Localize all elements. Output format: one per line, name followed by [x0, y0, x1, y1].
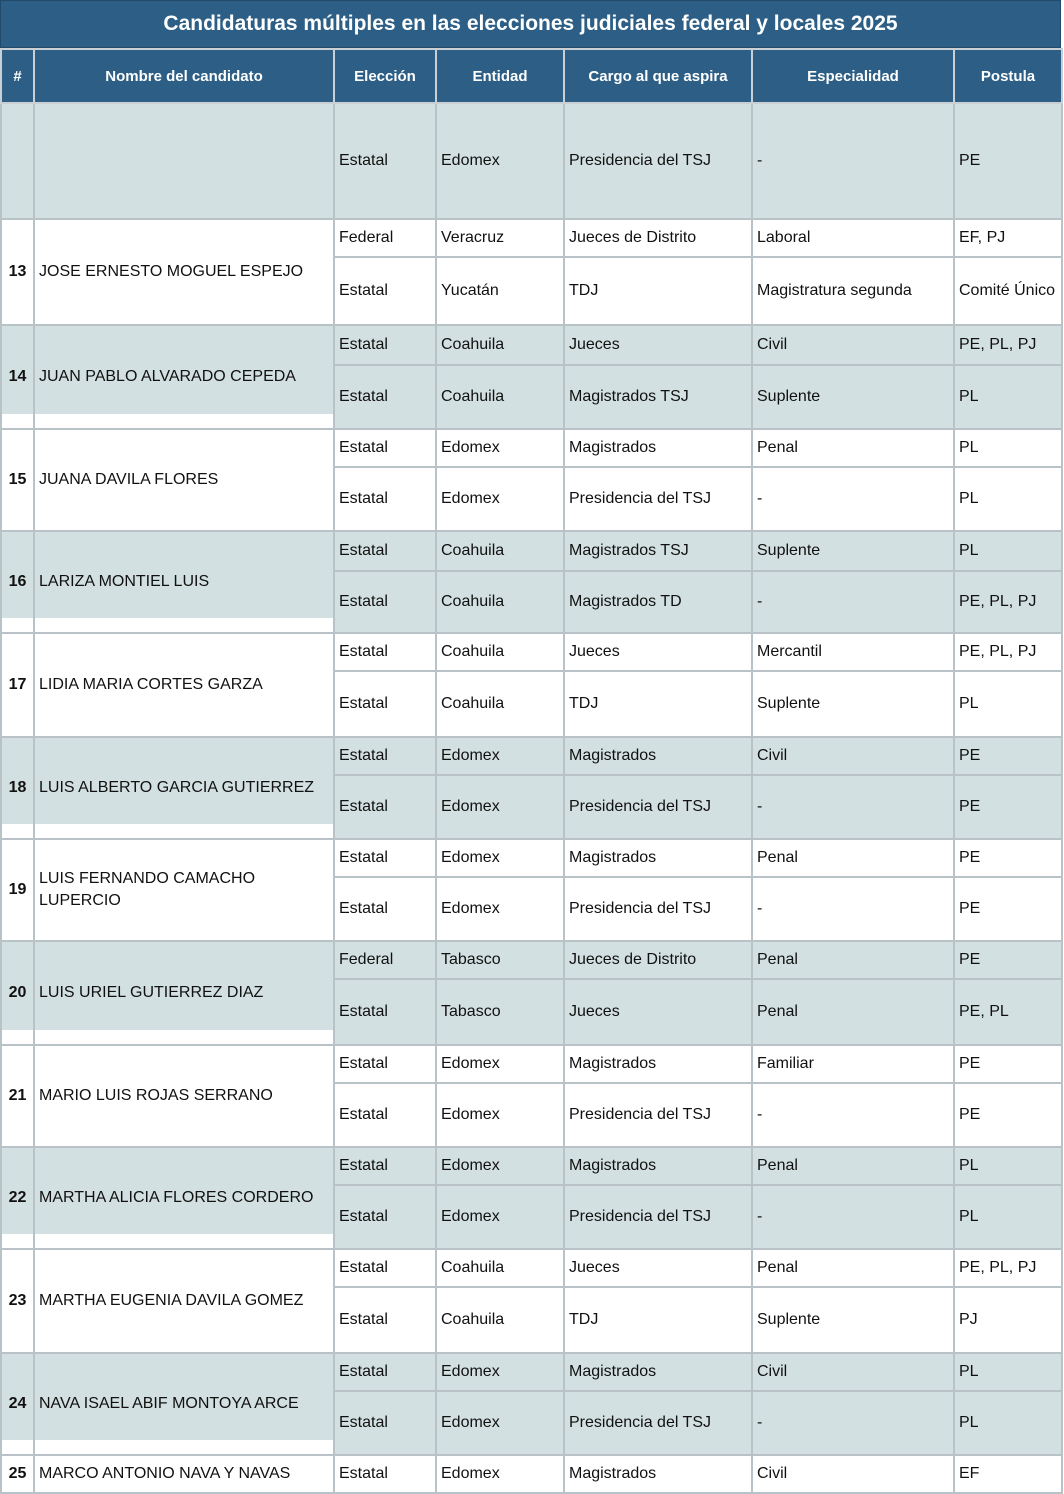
cell-cargo: Magistrados — [564, 839, 752, 877]
cell-postula: PL — [954, 429, 1062, 467]
cell-especialidad: Familiar — [752, 1045, 954, 1083]
cell-especialidad: Penal — [752, 839, 954, 877]
cell-entidad: Edomex — [436, 1083, 564, 1147]
table-row — [1, 1353, 1062, 1391]
cell-cargo: Presidencia del TSJ — [564, 467, 752, 531]
table-row — [1, 325, 1062, 365]
table-row — [1, 429, 1062, 467]
cell-eleccion: Estatal — [334, 839, 436, 877]
row-number: 17 — [1, 633, 34, 737]
table-row — [1, 103, 1062, 219]
header-row — [1, 49, 1062, 103]
cell-especialidad: Suplente — [752, 531, 954, 571]
cell-eleccion: Federal — [334, 941, 436, 979]
cell-cargo: Magistrados — [564, 1045, 752, 1083]
row-number: 14 — [1, 325, 34, 429]
row-number: 19 — [1, 839, 34, 941]
cell-entidad: Edomex — [436, 775, 564, 839]
candidate-name: LARIZA MONTIEL LUIS — [34, 531, 334, 633]
cell-entidad: Tabasco — [436, 979, 564, 1045]
row-number: 13 — [1, 219, 34, 325]
candidate-name: MARIO LUIS ROJAS SERRANO — [34, 1045, 334, 1147]
cell-postula: PJ — [954, 1287, 1062, 1353]
cell-eleccion: Estatal — [334, 103, 436, 219]
candidate-name: LIDIA MARIA CORTES GARZA — [34, 633, 334, 737]
cell-eleccion: Estatal — [334, 1391, 436, 1455]
cell-entidad: Coahuila — [436, 571, 564, 633]
cell-especialidad: Magistratura segunda — [752, 257, 954, 325]
cell-cargo: Presidencia del TSJ — [564, 103, 752, 219]
candidate-name: JUAN PABLO ALVARADO CEPEDA — [34, 325, 334, 429]
cell-especialidad: Penal — [752, 1147, 954, 1185]
row-number: 18 — [1, 737, 34, 839]
cell-eleccion: Estatal — [334, 467, 436, 531]
cell-especialidad: - — [752, 1083, 954, 1147]
table-row — [1, 219, 1062, 257]
cell-especialidad: Mercantil — [752, 633, 954, 671]
cell-especialidad: - — [752, 467, 954, 531]
table-row — [1, 941, 1062, 979]
table-row — [1, 1249, 1062, 1287]
candidate-name: LUIS ALBERTO GARCIA GUTIERREZ — [34, 737, 334, 839]
cell-postula: PE, PL — [954, 979, 1062, 1045]
cell-cargo: Jueces — [564, 1249, 752, 1287]
cell-entidad: Tabasco — [436, 941, 564, 979]
cell-postula: PL — [954, 531, 1062, 571]
cell-entidad: Edomex — [436, 467, 564, 531]
candidate-name: LUIS FERNANDO CAMACHO LUPERCIO — [34, 839, 334, 941]
cell-eleccion: Estatal — [334, 775, 436, 839]
candidate-name: MARTHA ALICIA FLORES CORDERO — [34, 1147, 334, 1249]
cell-eleccion: Estatal — [334, 365, 436, 429]
cell-entidad: Edomex — [436, 1353, 564, 1391]
cell-entidad: Coahuila — [436, 633, 564, 671]
cell-especialidad: Penal — [752, 941, 954, 979]
cell-postula: PE — [954, 1083, 1062, 1147]
row-number — [1, 103, 34, 219]
cell-eleccion: Estatal — [334, 1185, 436, 1249]
row-number: 22 — [1, 1147, 34, 1249]
cell-entidad: Coahuila — [436, 531, 564, 571]
cell-entidad: Edomex — [436, 1185, 564, 1249]
table-row — [1, 531, 1062, 571]
cell-postula: PL — [954, 365, 1062, 429]
cell-postula: EF — [954, 1455, 1062, 1493]
cell-postula: PE — [954, 103, 1062, 219]
cell-especialidad: - — [752, 877, 954, 941]
cell-especialidad: Suplente — [752, 671, 954, 737]
cell-cargo: Presidencia del TSJ — [564, 775, 752, 839]
cell-eleccion: Estatal — [334, 1249, 436, 1287]
cell-especialidad: Suplente — [752, 365, 954, 429]
cell-eleccion: Estatal — [334, 257, 436, 325]
cell-especialidad: - — [752, 1391, 954, 1455]
cell-especialidad: Civil — [752, 1353, 954, 1391]
cell-eleccion: Estatal — [334, 979, 436, 1045]
header-nombre: Nombre del candidato — [34, 49, 334, 103]
header-postula: Postula — [954, 49, 1062, 103]
candidate-name: MARTHA EUGENIA DAVILA GOMEZ — [34, 1249, 334, 1353]
candidate-name: JOSE ERNESTO MOGUEL ESPEJO — [34, 219, 334, 325]
table-body — [1, 103, 1062, 1493]
cell-eleccion: Estatal — [334, 633, 436, 671]
header-especialidad: Especialidad — [752, 49, 954, 103]
table-row — [1, 1045, 1062, 1083]
cell-postula: PL — [954, 1353, 1062, 1391]
row-number: 24 — [1, 1353, 34, 1455]
header-cargo: Cargo al que aspira — [564, 49, 752, 103]
cell-eleccion: Estatal — [334, 325, 436, 365]
cell-cargo: TDJ — [564, 257, 752, 325]
cell-postula: PE, PL, PJ — [954, 325, 1062, 365]
cell-postula: PE, PL, PJ — [954, 633, 1062, 671]
cell-entidad: Edomex — [436, 103, 564, 219]
header-eleccion: Elección — [334, 49, 436, 103]
cell-cargo: Magistrados TD — [564, 571, 752, 633]
cell-cargo: TDJ — [564, 1287, 752, 1353]
cell-entidad: Veracruz — [436, 219, 564, 257]
cell-especialidad: Penal — [752, 979, 954, 1045]
cell-especialidad: Suplente — [752, 1287, 954, 1353]
cell-eleccion: Federal — [334, 219, 436, 257]
cell-eleccion: Estatal — [334, 571, 436, 633]
cell-especialidad: - — [752, 1185, 954, 1249]
cell-entidad: Coahuila — [436, 1249, 564, 1287]
cell-entidad: Edomex — [436, 429, 564, 467]
cell-eleccion: Estatal — [334, 671, 436, 737]
candidate-name: LUIS URIEL GUTIERREZ DIAZ — [34, 941, 334, 1045]
cell-cargo: Magistrados — [564, 1147, 752, 1185]
row-number: 21 — [1, 1045, 34, 1147]
cell-postula: PE — [954, 877, 1062, 941]
cell-cargo: Magistrados TSJ — [564, 531, 752, 571]
row-number: 16 — [1, 531, 34, 633]
cell-postula: PE — [954, 839, 1062, 877]
cell-eleccion: Estatal — [334, 877, 436, 941]
header-entidad: Entidad — [436, 49, 564, 103]
row-number: 23 — [1, 1249, 34, 1353]
cell-especialidad: Laboral — [752, 219, 954, 257]
cell-cargo: Presidencia del TSJ — [564, 1391, 752, 1455]
candidates-table — [0, 48, 1063, 1494]
cell-cargo: Magistrados — [564, 1455, 752, 1493]
candidate-name: JUANA DAVILA FLORES — [34, 429, 334, 531]
cell-cargo: Magistrados TSJ — [564, 365, 752, 429]
cell-eleccion: Estatal — [334, 1287, 436, 1353]
cell-cargo: Jueces — [564, 325, 752, 365]
cell-entidad: Coahuila — [436, 671, 564, 737]
row-number: 20 — [1, 941, 34, 1045]
cell-postula: PL — [954, 1185, 1062, 1249]
cell-entidad: Edomex — [436, 839, 564, 877]
header-num: # — [1, 49, 34, 103]
cell-cargo: Presidencia del TSJ — [564, 1083, 752, 1147]
cell-especialidad: Penal — [752, 1249, 954, 1287]
cell-cargo: Jueces de Distrito — [564, 941, 752, 979]
cell-cargo: Jueces — [564, 979, 752, 1045]
candidate-name: NAVA ISAEL ABIF MONTOYA ARCE — [34, 1353, 334, 1455]
cell-especialidad: Penal — [752, 429, 954, 467]
cell-postula: PE — [954, 941, 1062, 979]
cell-cargo: Magistrados — [564, 1353, 752, 1391]
table-row — [1, 1147, 1062, 1185]
table-title: Candidaturas múltiples en las elecciones judiciales federal y locales 2025 — [0, 0, 1061, 48]
cell-postula: PE, PL, PJ — [954, 571, 1062, 633]
cell-eleccion: Estatal — [334, 429, 436, 467]
cell-postula: PL — [954, 467, 1062, 531]
cell-especialidad: Civil — [752, 1455, 954, 1493]
cell-cargo: Presidencia del TSJ — [564, 877, 752, 941]
cell-postula: PL — [954, 1391, 1062, 1455]
table-row — [1, 633, 1062, 671]
cell-postula: PE — [954, 775, 1062, 839]
cell-cargo: Jueces — [564, 633, 752, 671]
cell-entidad: Edomex — [436, 1147, 564, 1185]
cell-entidad: Coahuila — [436, 365, 564, 429]
cell-especialidad: - — [752, 103, 954, 219]
cell-postula: Comité Único — [954, 257, 1062, 325]
cell-eleccion: Estatal — [334, 1353, 436, 1391]
cell-eleccion: Estatal — [334, 737, 436, 775]
cell-entidad: Yucatán — [436, 257, 564, 325]
cell-cargo: Presidencia del TSJ — [564, 1185, 752, 1249]
cell-entidad: Edomex — [436, 1045, 564, 1083]
cell-eleccion: Estatal — [334, 1045, 436, 1083]
cell-cargo: Jueces de Distrito — [564, 219, 752, 257]
cell-eleccion: Estatal — [334, 1147, 436, 1185]
table-row — [1, 737, 1062, 775]
cell-especialidad: - — [752, 775, 954, 839]
cell-entidad: Coahuila — [436, 325, 564, 365]
cell-postula: PE — [954, 737, 1062, 775]
cell-cargo: TDJ — [564, 671, 752, 737]
cell-eleccion: Estatal — [334, 531, 436, 571]
cell-postula: PE — [954, 1045, 1062, 1083]
table-row — [1, 839, 1062, 877]
cell-entidad: Coahuila — [436, 1287, 564, 1353]
cell-eleccion: Estatal — [334, 1083, 436, 1147]
cell-especialidad: Civil — [752, 737, 954, 775]
cell-postula: EF, PJ — [954, 219, 1062, 257]
cell-cargo: Magistrados — [564, 737, 752, 775]
cell-cargo: Magistrados — [564, 429, 752, 467]
table-row — [1, 1455, 1062, 1493]
cell-especialidad: - — [752, 571, 954, 633]
cell-eleccion: Estatal — [334, 1455, 436, 1493]
cell-entidad: Edomex — [436, 877, 564, 941]
candidate-name: MARCO ANTONIO NAVA Y NAVAS — [34, 1455, 334, 1493]
row-number: 15 — [1, 429, 34, 531]
cell-postula: PE, PL, PJ — [954, 1249, 1062, 1287]
cell-postula: PL — [954, 1147, 1062, 1185]
cell-entidad: Edomex — [436, 1455, 564, 1493]
cell-entidad: Edomex — [436, 1391, 564, 1455]
cell-especialidad: Civil — [752, 325, 954, 365]
row-number: 25 — [1, 1455, 34, 1493]
cell-postula: PL — [954, 671, 1062, 737]
candidate-name — [34, 103, 334, 219]
cell-entidad: Edomex — [436, 737, 564, 775]
